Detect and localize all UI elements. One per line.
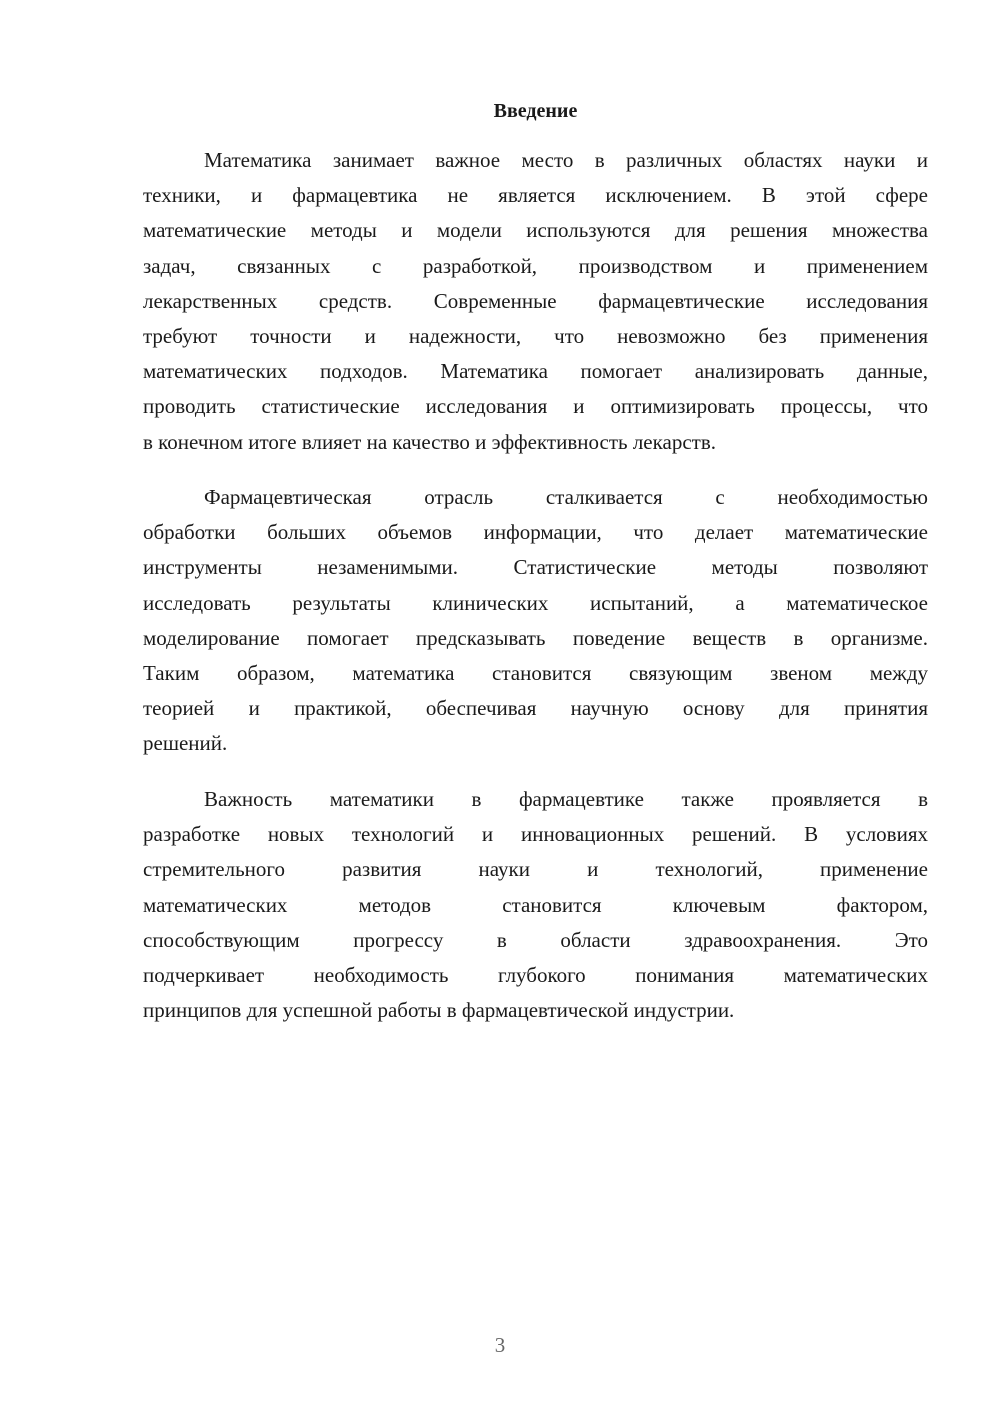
text-line: моделирование помогает предсказывать поведение веществ в организме.: [143, 625, 928, 650]
paragraph-2: [143, 480, 928, 762]
text-line: принципов для успешной работы в фармацевтической индустрии.: [143, 998, 735, 1023]
text-line: в конечном итоге влияет на качество и эффективность лекарств.: [143, 429, 716, 454]
text-line: исследовать результаты клинических испытаний, а математическое: [143, 590, 928, 615]
text-line: техники, и фармацевтика не является исключением. В этой сфере: [143, 183, 928, 208]
section-title: Введение: [493, 100, 578, 122]
text-line: подчеркивает необходимость глубокого понимания математических: [143, 962, 928, 987]
page-number: 3: [494, 1333, 506, 1357]
text-line: обработки больших объемов информации, что делает математические: [143, 520, 928, 545]
text-line: Математика занимает важное место в различных областях науки и: [204, 148, 928, 172]
text-line: решений.: [143, 731, 228, 756]
text-line: Важность математики в фармацевтике также проявляется в: [204, 787, 928, 811]
text-line: стремительного развития науки и технологий, применение: [143, 857, 928, 882]
text-line: инструменты незаменимыми. Статистические методы позволяют: [143, 555, 928, 580]
text-line: задач, связанных с разработкой, производством и применением: [143, 253, 928, 278]
text-line: лекарственных средств. Современные фармацевтические исследования: [143, 288, 928, 313]
text-line: математические методы и модели используются для решения множества: [143, 218, 928, 243]
text-line: математических методов становится ключевым фактором,: [143, 892, 928, 917]
paragraph-1: [143, 143, 928, 460]
paragraph-3: [143, 782, 928, 1028]
text-line: требуют точности и надежности, что невозможно без применения: [143, 323, 928, 348]
text-line: Фармацевтическая отрасль сталкивается с необходимостью: [204, 485, 928, 509]
text-line: математических подходов. Математика помогает анализировать данные,: [143, 359, 928, 384]
text-line: разработке новых технологий и инновационных решений. В условиях: [143, 822, 928, 847]
text-line: Таким образом, математика становится связующим звеном между: [143, 660, 928, 685]
text-line: проводить статистические исследования и оптимизировать процессы, что: [143, 394, 928, 419]
text-line: теорией и практикой, обеспечивая научную основу для принятия: [143, 696, 928, 721]
text-line: способствующим прогрессу в области здравоохранения. Это: [143, 927, 928, 952]
